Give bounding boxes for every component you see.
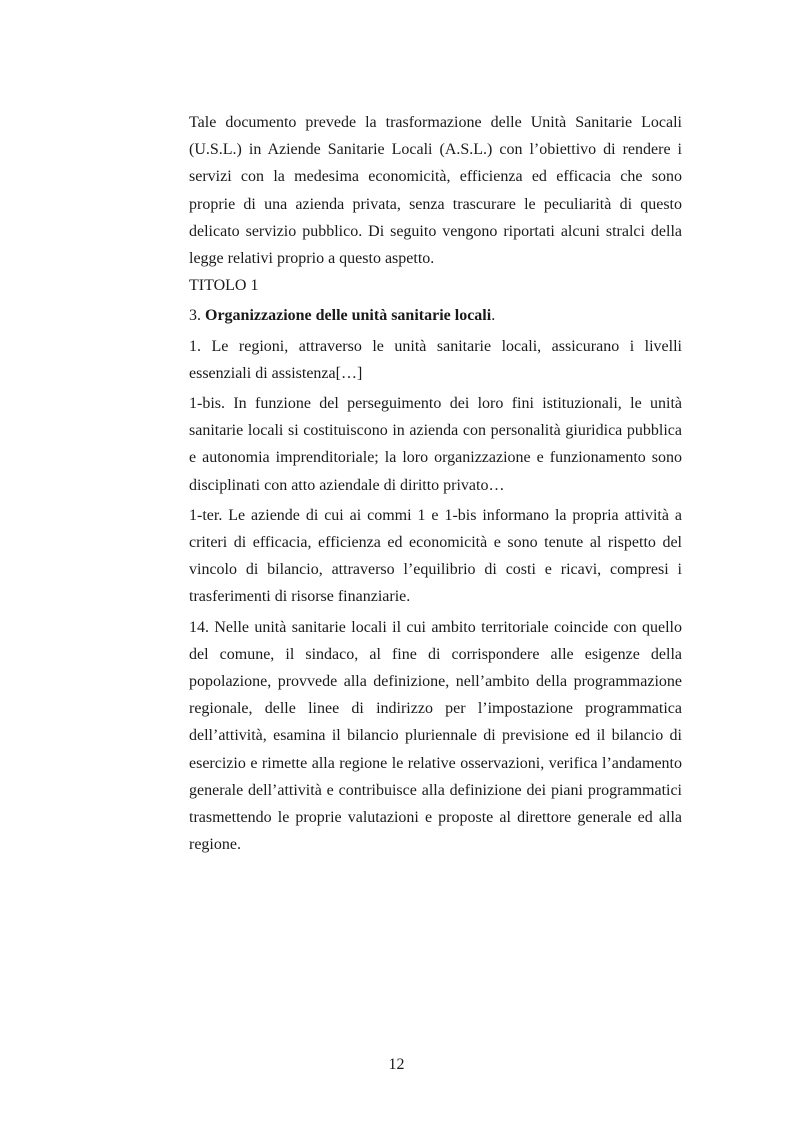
page-number: 12 (388, 1056, 405, 1073)
paragraph-1-bis: 1-bis. In funzione del perseguimento dei loro fini istituzionali, le unità sanitarie locali si costituiscono in azienda con personalità giuridica pubblica e autonomia imprenditoriale; la loro organizzazione e funzionamento sono disciplinati con atto aziendale di diritto privato… (189, 395, 682, 494)
paragraph-14: 14. Nelle unità sanitarie locali il cui ambito territoriale coincide con quello del comune, il sindaco, al fine di corrispondere alle esigenze della popolazione, provvede alla definizione, nell’ambito della programmazione regionale, delle linee di indirizzo per l’impostazione programmatica dell’attività, esamina il bilancio pluriennale di previsione ed il bilancio di esercizio e rimette alla regione le relative osservazioni, verifica l’andamento generale dell’attività e contribuisce alla definizione dei piani programmatici trasmettendo le proprie valutazioni e proposte al direttore generale ed alla regione. (189, 618, 682, 854)
article-heading (189, 302, 682, 329)
title-label: TITOLO 1 (189, 277, 259, 295)
document-body (189, 109, 682, 858)
article-heading-text: Organizzazione delle unità sanitarie locali (205, 307, 492, 325)
paragraph-1-ter: 1-ter. Le aziende di cui ai commi 1 e 1-bis informano la propria attività a criteri di efficacia, efficienza ed economicità e sono tenute al rispetto del vincolo di bilancio, attraverso l’equilibrio di costi e ricavi, compresi i trasferimenti di risorse finanziarie. (189, 506, 682, 606)
article-heading-end: . (491, 307, 496, 325)
intro-paragraph: Tale documento prevede la trasformazione delle Unità Sanitarie Locali (U.S.L.) in Aziende Sanitarie Locali (A.S.L.) con l’obiettivo di rendere i servizi con la medesima economicità, efficienza ed efficacia che sono proprie di una azienda privata, senza trascurare le peculiarità di questo delicato servizio pubblico. Di seguito vengono riportati alcuni stralci della legge relativi proprio a questo aspetto. (189, 114, 682, 268)
article-number: 3. (189, 307, 201, 325)
paragraph-1: 1. Le regioni, attraverso le unità sanitarie locali, assicurano i livelli essenziali di assistenza[…] (189, 337, 682, 382)
